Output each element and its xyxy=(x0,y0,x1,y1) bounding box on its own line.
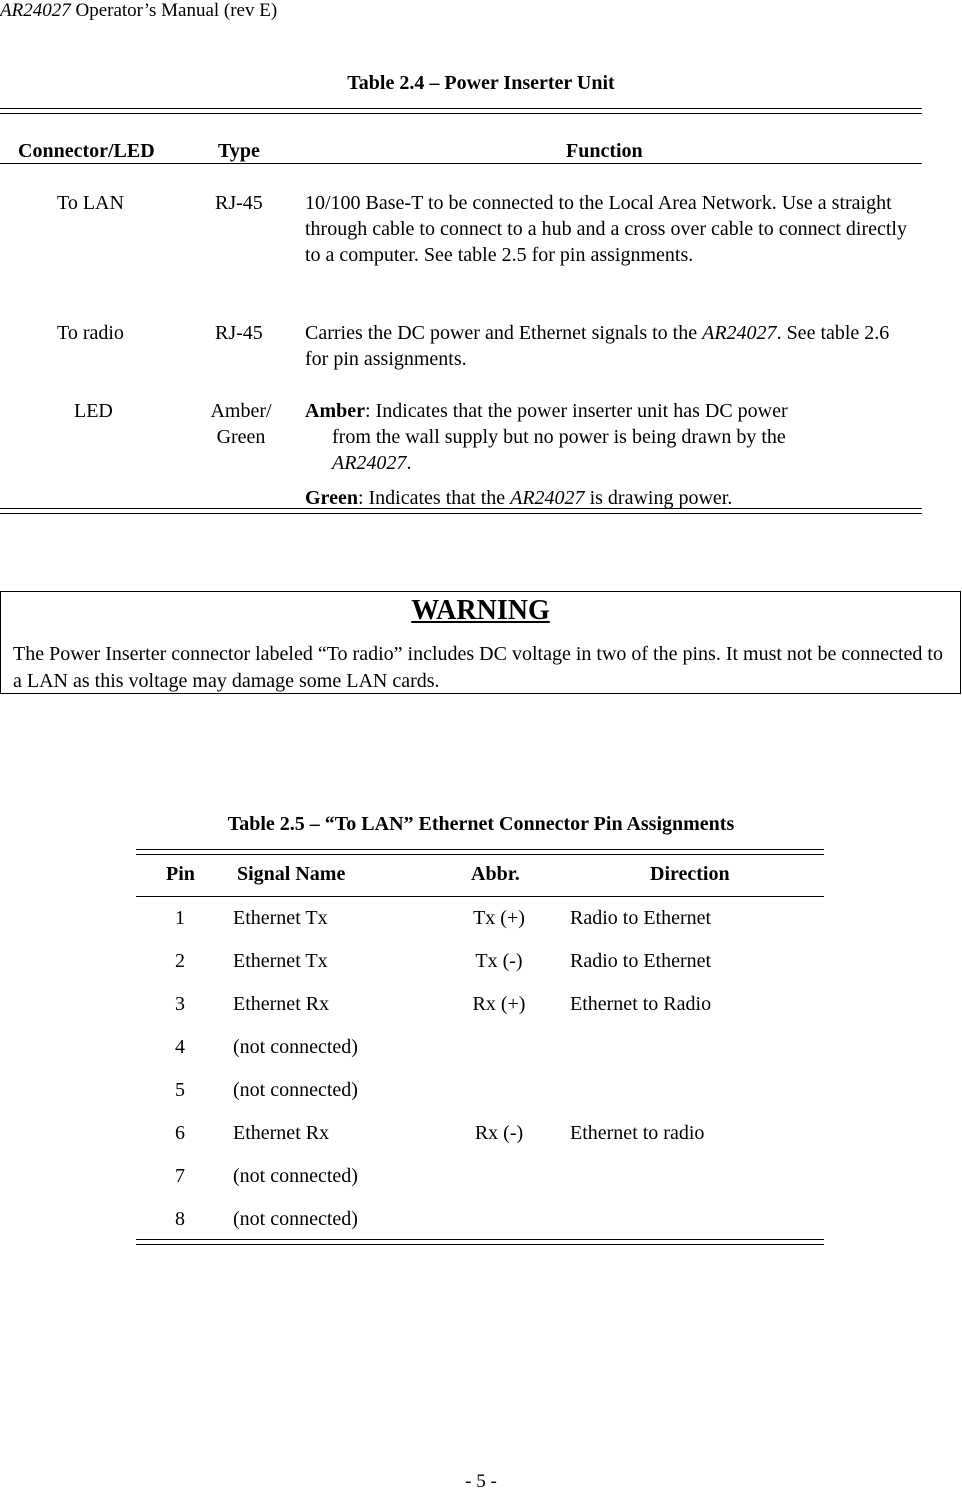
abbr-cell: Tx (-) xyxy=(475,950,523,972)
pin-cell: 3 xyxy=(175,993,185,1015)
row-to-radio-connector: To radio xyxy=(57,322,124,344)
pin-cell: 8 xyxy=(175,1208,185,1230)
led-amber-line3 xyxy=(305,450,411,476)
col-header-direction: Direction xyxy=(650,863,730,885)
signal-cell: (not connected) xyxy=(233,1165,358,1187)
green-model: AR24027 xyxy=(510,487,585,509)
signal-cell: (not connected) xyxy=(233,1208,358,1230)
to-radio-fn-pre: Carries the DC power and Ethernet signals to the xyxy=(305,322,703,344)
row-led-connector: LED xyxy=(74,400,113,422)
amber-period: . xyxy=(406,452,412,474)
col-header-signal-name: Signal Name xyxy=(237,863,346,885)
signal-cell: (not connected) xyxy=(233,1036,358,1058)
abbr-cell: Rx (+) xyxy=(472,993,526,1015)
col-header-type: Type xyxy=(218,140,260,162)
table-2-4-bottom-rule xyxy=(0,508,922,514)
signal-cell: Ethernet Tx xyxy=(233,950,328,972)
pin-cell: 7 xyxy=(175,1165,185,1187)
direction-cell: Ethernet to Radio xyxy=(570,993,712,1015)
row-to-lan-function: 10/100 Base-T to be connected to the Local Area Network. Use a straight through cable to connect to a hub and a cross over cable to connect directly to a computer. See table 2.5 for pin assignments. xyxy=(305,192,907,266)
table-2-4-top-rule xyxy=(0,108,922,114)
amber-model: AR24027 xyxy=(332,452,407,474)
abbr-cell: Tx (+) xyxy=(473,907,525,929)
warning-text: The Power Inserter connector labeled “To radio” includes DC voltage in two of the pins. It must not be connected to a LAN as this voltage may damage some LAN cards. xyxy=(13,643,943,692)
led-amber-line1 xyxy=(305,398,788,424)
led-amber-line2: from the wall supply but no power is being drawn by the xyxy=(332,426,786,448)
table-2-5-top-rule xyxy=(136,849,824,855)
green-post: is drawing power. xyxy=(584,487,733,509)
document-header xyxy=(0,0,277,22)
green-label: Green xyxy=(305,487,358,509)
amber-label: Amber xyxy=(305,400,365,422)
col-header-pin: Pin xyxy=(166,863,195,885)
signal-cell: Ethernet Tx xyxy=(233,907,328,929)
page-number: - 5 - xyxy=(465,1471,497,1492)
row-to-lan-type: RJ-45 xyxy=(215,192,263,214)
pin-cell: 1 xyxy=(175,907,185,929)
pin-cell: 4 xyxy=(175,1036,185,1058)
abbr-cell: Rx (-) xyxy=(474,1122,524,1144)
row-led-type-line1: Amber/ xyxy=(210,400,272,422)
doc-title-model: AR24027 xyxy=(0,0,71,21)
amber-text: : Indicates that the power inserter unit has DC power xyxy=(364,400,788,422)
warning-title: WARNING xyxy=(411,595,550,626)
row-to-lan-connector: To LAN xyxy=(57,192,124,214)
row-to-radio-type: RJ-45 xyxy=(215,322,263,344)
table-2-4-title: Table 2.4 – Power Inserter Unit xyxy=(347,72,615,94)
col-header-connector: Connector/LED xyxy=(18,140,155,162)
table-2-5-header-rule xyxy=(136,896,824,897)
direction-cell: Radio to Ethernet xyxy=(570,950,712,972)
signal-cell: Ethernet Rx xyxy=(233,1122,330,1144)
to-radio-fn-model: AR24027 xyxy=(702,322,777,344)
col-header-function: Function xyxy=(566,140,643,162)
signal-cell: Ethernet Rx xyxy=(233,993,330,1015)
table-2-4-header-rule xyxy=(0,163,922,164)
signal-cell: (not connected) xyxy=(233,1079,358,1101)
to-radio-fn-post: . See table 2.6 for pin assignments. xyxy=(305,322,890,370)
green-pre: : Indicates that the xyxy=(357,487,511,509)
pin-cell: 5 xyxy=(175,1079,185,1101)
pin-cell: 6 xyxy=(175,1122,185,1144)
table-2-5-bottom-rule xyxy=(136,1239,824,1245)
table-2-5-title: Table 2.5 – “To LAN” Ethernet Connector Pin Assignments xyxy=(227,813,735,835)
doc-title-rest: Operator’s Manual (rev E) xyxy=(70,0,278,21)
direction-cell: Ethernet to radio xyxy=(570,1122,705,1144)
row-to-radio-function xyxy=(305,320,905,372)
pin-cell: 2 xyxy=(175,950,185,972)
direction-cell: Radio to Ethernet xyxy=(570,907,712,929)
col-header-abbr: Abbr. xyxy=(471,863,520,885)
row-led-type-line2: Green xyxy=(216,426,266,448)
